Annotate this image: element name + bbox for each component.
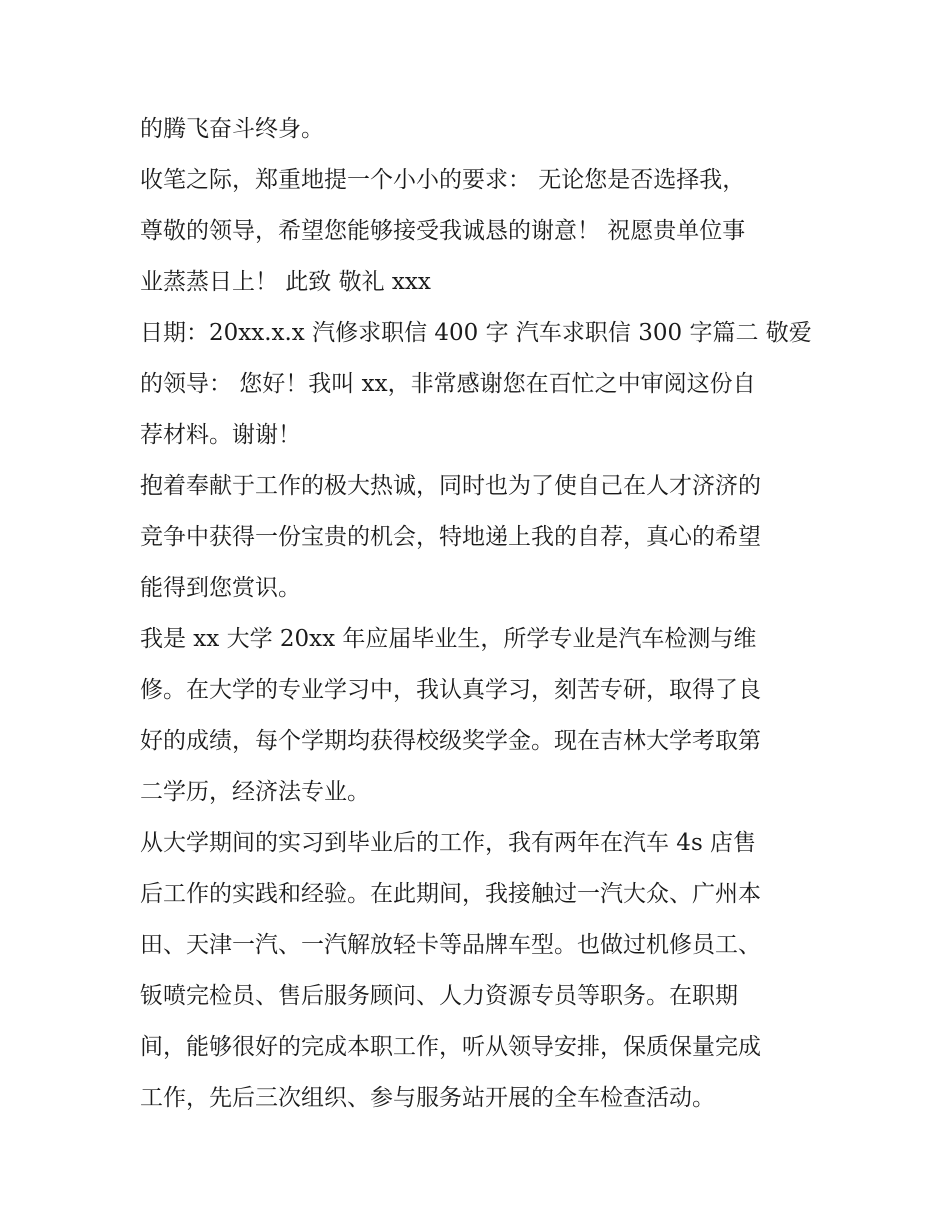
text-line: 修。在大学的专业学习中，我认真学习，刻苦专研，取得了良 — [140, 677, 761, 703]
text-line: 从大学期间的实习到毕业后的工作，我有两年在汽车 4s 店售 — [140, 830, 757, 856]
text-line: 我是 xx 大学 20xx 年应届毕业生，所学专业是汽车检测与维 — [140, 626, 757, 652]
text-line: 抱着奉献于工作的极大热诚，同时也为了使自己在人才济济的 — [140, 473, 761, 499]
text-line: 后工作的实践和经验。在此期间，我接触过一汽大众、广州本 — [140, 881, 761, 907]
text-line: 日期：20xx.x.x 汽修求职信 400 字 汽车求职信 300 字篇二 敬爱 — [140, 320, 812, 346]
text-line: 间，能够很好的完成本职工作，听从领导安排，保质保量完成 — [140, 1034, 761, 1060]
text-line: 尊敬的领导，希望您能够接受我诚恳的谢意！ 祝愿贵单位事 — [140, 218, 746, 244]
text-line: 收笔之际，郑重地提一个小小的要求： 无论您是否选择我， — [140, 167, 746, 193]
document-body — [140, 104, 820, 1124]
text-line: 钣喷完检员、售后服务顾问、人力资源专员等职务。在职期 — [140, 983, 738, 1009]
text-line: 竞争中获得一份宝贵的机会，特地递上我的自荐，真心的希望 — [140, 524, 761, 550]
text-line: 能得到您赏识。 — [140, 575, 301, 601]
text-line: 二学历，经济法专业。 — [140, 779, 370, 805]
text-line: 好的成绩，每个学期均获得校级奖学金。现在吉林大学考取第 — [140, 728, 761, 754]
text-line: 的腾飞奋斗终身。 — [140, 116, 324, 142]
text-line: 业蒸蒸日上！ 此致 敬礼 xxx — [140, 269, 431, 295]
text-line: 田、天津一汽、一汽解放轻卡等品牌车型。也做过机修员工、 — [140, 932, 761, 958]
text-line: 的领导： 您好！我叫 xx，非常感谢您在百忙之中审阅这份自 — [140, 371, 756, 397]
text-line: 工作，先后三次组织、参与服务站开展的全车检查活动。 — [140, 1085, 715, 1111]
text-line: 荐材料。谢谢！ — [140, 422, 301, 448]
